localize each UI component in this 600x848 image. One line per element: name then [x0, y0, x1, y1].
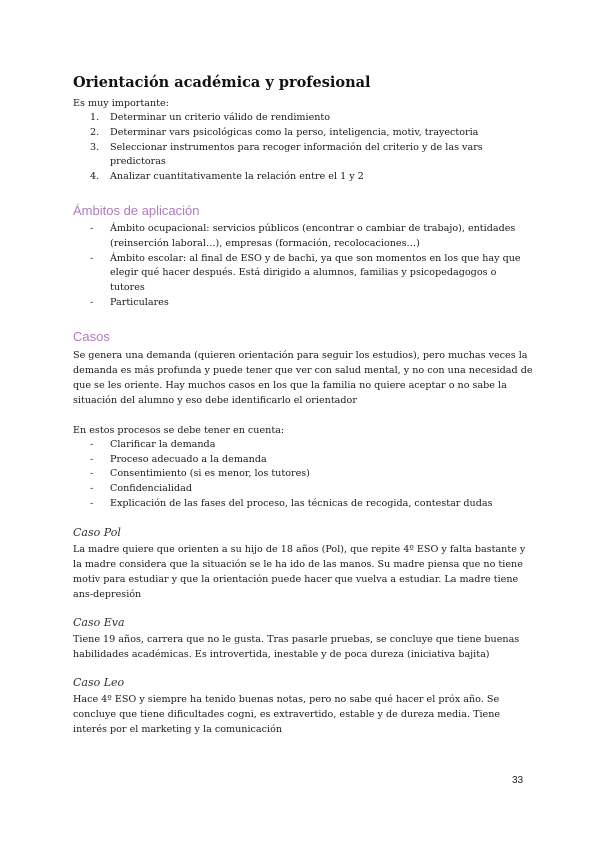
process-list [73, 438, 533, 512]
case-eva-heading: Caso Eva [73, 615, 125, 629]
process-intro: En estos procesos se debe tener en cuenta: [73, 424, 285, 436]
case-pol-text: La madre quiere que orienten a su hijo de 18 años (Pol), que repite 4º ESO y falta bastante y la madre considera que la situación se le ha ido de las manos. Su madre piensa que no tiene motiv para estudiar y que la orientación puede hacer que vuelva a estudiar. La madre tiene ans-depresión [73, 543, 526, 600]
case-leo-heading: Caso Leo [73, 675, 125, 689]
case-eva-text: Tiene 19 años, carrera que no le gusta. Tras pasarle pruebas, se concluye que tiene buenas habilidades académicas. Es introvertida, inestable y de poca dureza (iniciativa bajita) [73, 633, 520, 660]
list-item: - Explicación de las fases del proceso, las técnicas de recogida, contestar dudas [90, 497, 493, 509]
casos-paragraph: Se genera una demanda (quieren orientación para seguir los estudios), pero muchas veces la demanda es más profunda y puede tener que ver con salud mental, y no con una necesidad de que se les oriente. Hay muchos casos en los que la familia no quiere aceptar o no sabe la situación del alumno y eso debe identificarlo el orientador [73, 349, 533, 406]
list-item: - Confidencialidad [90, 483, 192, 495]
list-item: - Clarificar la demanda [90, 438, 216, 450]
case-pol-heading: Caso Pol [73, 525, 121, 539]
page-number: 33 [512, 775, 524, 786]
page-title: Orientación académica y profesional [73, 74, 371, 91]
list-item: - Consentimiento (si es menor, los tutores) [90, 468, 310, 480]
case-leo-text: Hace 4º ESO y siempre ha tenido buenas notas, pero no sabe qué hacer el próx año. Se concluye que tiene dificultades cogni, es extravertido, estable y de dureza media. Tiene interés por el marketing y la comunicación [73, 693, 501, 735]
steps-list [73, 111, 533, 185]
list-item: 4. Analizar cuantitativamente la relación entre el 1 y 2 [90, 171, 364, 183]
list-item: 2. Determinar vars psicológicas como la perso, inteligencia, motiv, trayectoria [90, 126, 479, 138]
ambitos-heading: Ámbitos de aplicación [73, 202, 200, 218]
list-item: 3. Seleccionar instrumentos para recoger información del criterio y de las vars predictoras [90, 141, 483, 168]
list-item: - Ámbito ocupacional: servicios públicos (encontrar o cambiar de trabajo), entidades (reinserción laboral…), empresas (formación, recolocaciones…) [90, 222, 516, 249]
list-item: - Particulares [90, 296, 169, 308]
document-page [73, 74, 533, 737]
list-item: 1. Determinar un criterio válido de rendimiento [90, 112, 331, 123]
ambitos-list [73, 222, 533, 311]
casos-heading: Casos [73, 328, 110, 344]
list-item: - Proceso adecuado a la demanda [90, 453, 267, 465]
list-item: - Ámbito escolar: al final de ESO y de bachi, ya que son momentos en los que hay que elegir qué hacer después. Está dirigido a alumnos, familias y psicopedagogos o tutores [90, 252, 521, 294]
intro-text: Es muy importante: [73, 98, 169, 109]
